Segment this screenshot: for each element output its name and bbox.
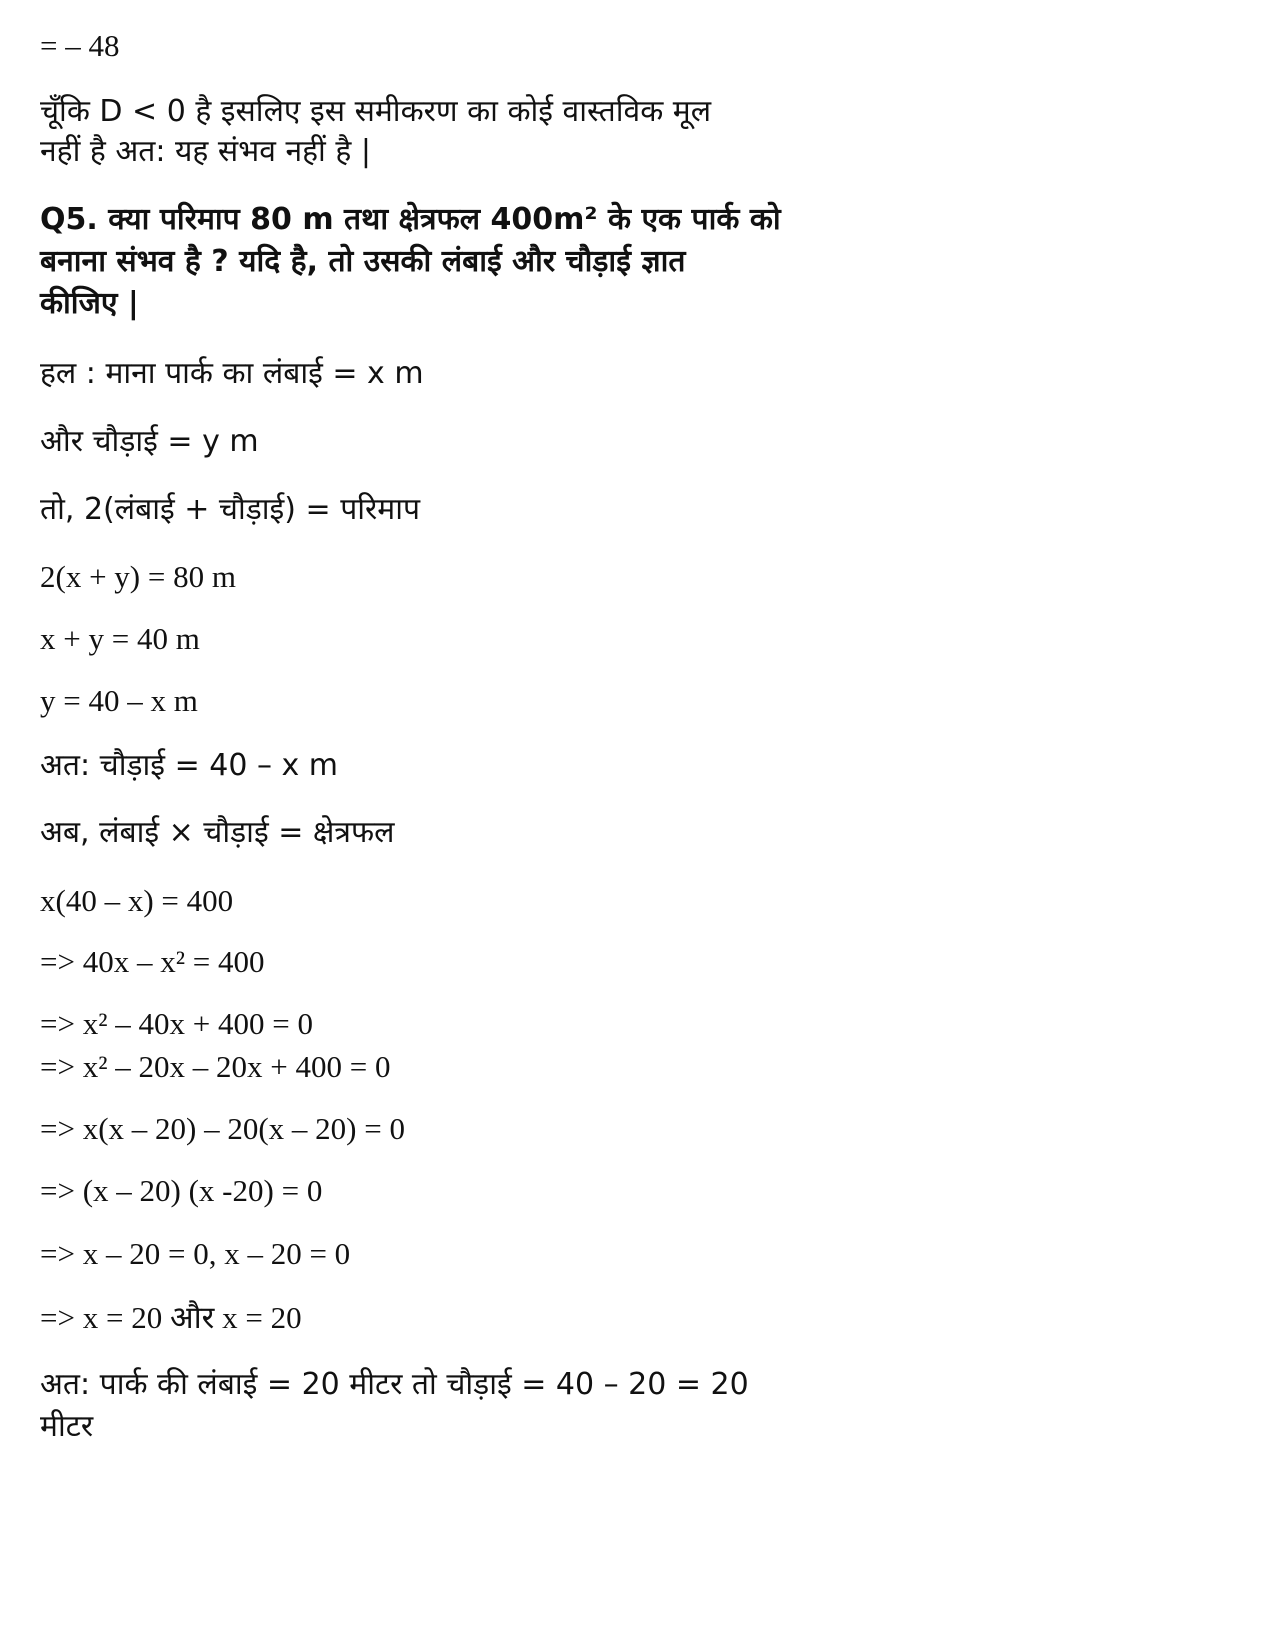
breadth-definition-line: और चौड़ाई = y m [40,424,259,459]
breadth-expression-line: अत: चौड़ाई = 40 – x m [40,748,339,783]
question-line-1: Q5. क्या परिमाप 80 m तथा क्षेत्रफल 400m² के एक पार्क को [40,202,781,237]
equation-line: x + y = 40 m [40,621,200,656]
solution-intro-line: हल : माना पार्क का लंबाई = x m [40,356,424,391]
equation-line: => 40x – x² = 400 [40,944,265,979]
equation-line: => (x – 20) (x -20) = 0 [40,1173,323,1208]
question-line-3: कीजिए | [40,286,139,321]
equation-line: => x² – 20x – 20x + 400 = 0 [40,1049,391,1084]
conclusion-line-2: नहीं है अत: यह संभव नहीं है | [40,134,371,169]
equation-line: y = 40 – x m [40,683,198,718]
equation-line: x(40 – x) = 400 [40,883,234,918]
equation-line: => x – 20 = 0, x – 20 = 0 [40,1236,351,1271]
equation-line: => x = 20 और x = 20 [40,1300,302,1335]
equation-line: => x² – 40x + 400 = 0 [40,1006,313,1041]
result-line: = – 48 [40,28,120,63]
perimeter-formula-line: तो, 2(लंबाई + चौड़ाई) = परिमाप [40,492,421,527]
final-answer-line-2: मीटर [40,1409,94,1444]
final-answer-line-1: अत: पार्क की लंबाई = 20 मीटर तो चौड़ाई = 40 – 20 = 20 [40,1367,749,1402]
area-formula-line: अब, लंबाई × चौड़ाई = क्षेत्रफल [40,815,395,850]
equation-line: => x(x – 20) – 20(x – 20) = 0 [40,1111,405,1146]
question-line-2: बनाना संभव है ? यदि है, तो उसकी लंबाई और चौड़ाई ज्ञात [40,244,686,279]
equation-line: 2(x + y) = 80 m [40,559,236,594]
conclusion-line-1: चूँकि D < 0 है इसलिए इस समीकरण का कोई वास्तविक मूल [40,94,712,129]
